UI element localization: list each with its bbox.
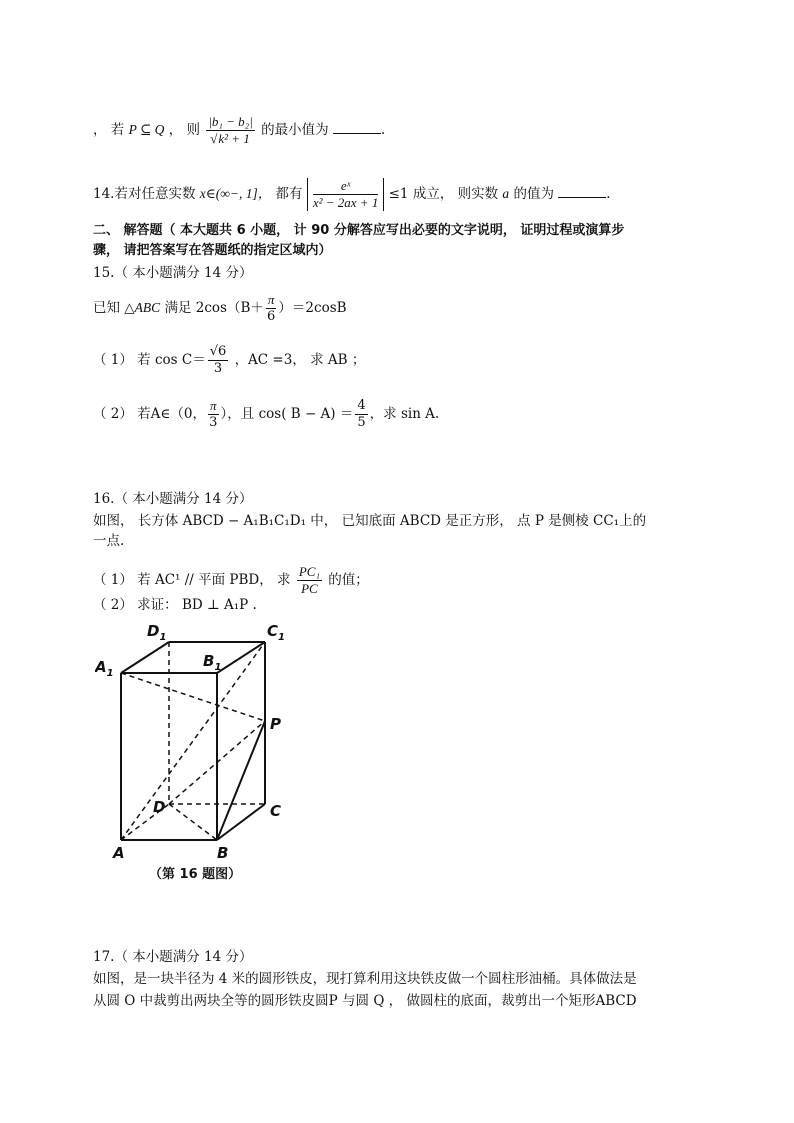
q14-prefix: 14.若对任意实数 — [93, 186, 196, 202]
q13-then: ， 则 — [168, 122, 201, 138]
q15-header: 15.（ 本小题满分 14 分） — [93, 265, 253, 281]
q14-mid: 都有 — [275, 186, 303, 202]
label-C: C — [270, 802, 282, 820]
q15-stmt-b: 满足 2cos（B＋ — [164, 300, 264, 316]
section-heading-line2: 骤， 请把答案写在答题纸的指定区域内） — [93, 243, 332, 258]
q14-suffix: 的值为 — [513, 186, 554, 202]
edge-DB — [169, 804, 217, 840]
q15-stmt-c: ）＝2cosB — [278, 300, 347, 316]
q15-p1-b: ，AC =3， 求 AB ； — [234, 352, 366, 368]
q16-figure — [95, 616, 315, 886]
q15-p2-c: ，求 sin A. — [369, 406, 440, 422]
q15-p2-fraction2 — [355, 398, 367, 431]
q15-p2-fraction1 — [208, 398, 219, 431]
q14-var: a — [502, 186, 510, 201]
q14-abs — [307, 178, 384, 211]
q15-p1-num: √6 — [209, 344, 227, 359]
q14-frac-den: x² − 2ax + 1 — [312, 195, 379, 210]
q16-line2: 一点. — [93, 533, 125, 549]
label-D1: $D_1$ — [147, 622, 167, 643]
q13-suffix: 的最小值为 — [261, 122, 329, 138]
q16-part1 — [93, 564, 369, 597]
q15-p2-den: 3 — [209, 415, 218, 430]
q16-part2: （ 2） 求证： BD ⊥ A₁P . — [93, 597, 257, 613]
q16-p1-b: 的值； — [328, 572, 369, 588]
q16-p1-a: （ 1） 若 AC¹ // 平面 PBD， 求 — [93, 572, 291, 588]
label-D: D — [153, 798, 166, 816]
label-A1: $A_1$ — [95, 658, 114, 679]
q13-frac-den: √k² + 1 — [210, 131, 250, 146]
label-B1: $B_1$ — [203, 652, 222, 673]
q14-frac-num: eˣ — [313, 178, 378, 195]
q15-statement — [93, 292, 347, 325]
edge-B1C1 — [217, 642, 265, 673]
q15-p2-num: π — [210, 398, 217, 413]
q16-p1-num: PC₁ — [298, 564, 320, 579]
q15-p2-den2: 5 — [357, 415, 366, 430]
q13-line: ， 若 P ⊆ Q ， 则 $\frac{\text{|b₁ − b₂|}}{\text{√k² + 1}}$ 的最小值为 . — [93, 114, 386, 146]
q14-line: 14.若对任意实数 x∈(∞−, 1]， 都有 $\frac{\text{eˣ}}{\text{x² − 2ax + 1}}$ ≤1 成立， 则实数 a 的值为 . — [93, 178, 611, 210]
q16-header: 16.（ 本小题满分 14 分） — [93, 491, 253, 507]
q17-line2: 从圆 O 中裁剪出两块全等的圆形铁皮圆P 与圆 Q ， 做圆柱的底面，裁剪出一个矩形ABCD — [93, 993, 637, 1009]
edge-A1P — [121, 673, 265, 721]
q13-cond: P ⊆ Q — [128, 122, 165, 137]
q15-p1-den: 3 — [213, 361, 223, 376]
label-B: B — [217, 844, 229, 862]
label-C1: $C_1$ — [267, 622, 285, 643]
q13-frac-den-root: k² + 1 — [218, 131, 250, 146]
q13-fraction — [206, 114, 254, 147]
q15-part2 — [93, 398, 439, 431]
q14-cond: ≤1 成立， 则实数 — [388, 186, 499, 202]
q14-domain: x∈(∞−, 1]， — [199, 186, 272, 201]
label-A: A — [113, 844, 125, 862]
answer-blank — [558, 185, 606, 198]
q15-p2-a: （ 2） 若A∈（0， — [93, 406, 207, 422]
section-heading-line1: 二、 解答题（ 本大题共 6 小题， 计 90 分解答应写出必要的文字说明， 证明过程或演算步 — [93, 223, 625, 238]
edge-A1D1 — [121, 642, 169, 673]
q15-fraction — [266, 292, 277, 325]
q15-p2-b: ），且 cos( B − A) ＝ — [220, 406, 354, 422]
q17-header: 17.（ 本小题满分 14 分） — [93, 949, 253, 965]
q13-prefix: ， 若 — [93, 122, 125, 138]
q16-p1-fraction — [297, 564, 322, 597]
q15-triangle: △ABC — [124, 300, 161, 315]
label-P: P — [270, 715, 281, 733]
q15-stmt-a: 已知 — [93, 300, 120, 316]
q17-line1: 如图，是一块半径为 4 米的圆形铁皮，现打算利用这块铁皮做一个圆柱形油桶。具体做法是 — [93, 971, 637, 987]
q14-fraction — [313, 178, 378, 211]
q15-frac-num: π — [267, 292, 275, 307]
answer-blank — [333, 121, 381, 134]
q15-p1-a: （ 1） 若 cos C＝ — [93, 352, 206, 368]
q15-part1 — [93, 344, 365, 377]
q15-p2-num2: 4 — [357, 398, 366, 413]
figure-caption: （第 16 题图） — [149, 867, 242, 882]
edge-AC1 — [121, 642, 265, 840]
q13-frac-num: |b₁ − b₂| — [208, 114, 253, 129]
q16-p1-den: PC — [301, 581, 318, 596]
q16-line1: 如图， 长方体 ABCD − A₁B₁C₁D₁ 中， 已知底面 ABCD 是正方形， 点 P 是侧棱 CC₁上的 — [93, 513, 647, 529]
q15-frac-den: 6 — [267, 309, 276, 324]
q15-p1-fraction — [208, 344, 229, 377]
